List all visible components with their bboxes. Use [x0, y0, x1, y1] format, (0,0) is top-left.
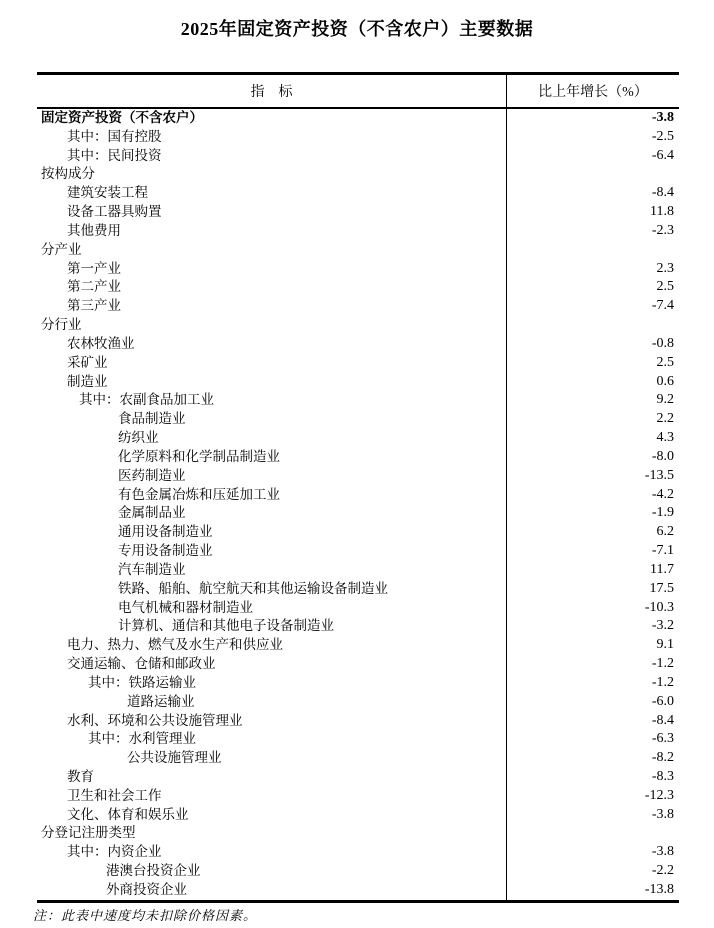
- table-row: [37, 693, 679, 712]
- indicator-cell: 第一产业: [37, 260, 507, 279]
- indicator-cell: 计算机、通信和其他电子设备制造业: [37, 617, 507, 636]
- indicator-cell: 通用设备制造业: [37, 523, 507, 542]
- table-row: [37, 467, 679, 486]
- table-row: [37, 617, 679, 636]
- table-row: [37, 448, 679, 467]
- indicator-cell: 建筑安装工程: [37, 184, 507, 203]
- growth-value-cell: -2.5: [651, 128, 674, 144]
- indicator-cell: 卫生和社会工作: [37, 787, 507, 806]
- indicator-cell: 制造业: [37, 373, 507, 392]
- indicator-cell: 汽车制造业: [37, 561, 507, 580]
- indicator-cell: 其中：国有控股: [37, 128, 507, 147]
- table-row: [37, 881, 679, 900]
- indicator-cell: 交通运输、仓储和邮政业: [37, 655, 507, 674]
- table-row: [37, 222, 679, 241]
- growth-value-cell: 2.3: [656, 260, 674, 276]
- indicator-cell: 采矿业: [37, 354, 507, 373]
- growth-value-cell: 4.3: [656, 430, 674, 446]
- growth-value-cell: 2.5: [656, 354, 674, 370]
- page-title: 2025年固定资产投资（不含农户）主要数据: [180, 19, 534, 39]
- indicator-cell: 农林牧渔业: [37, 335, 507, 354]
- table-row: [37, 429, 679, 448]
- growth-value-cell: -8.3: [651, 768, 674, 784]
- table-row: [37, 260, 679, 279]
- table-row: [37, 410, 679, 429]
- growth-value-cell: -8.4: [651, 185, 674, 201]
- table-row: [37, 542, 679, 561]
- growth-value-cell: 11.7: [650, 561, 674, 577]
- growth-value-cell: -4.2: [651, 486, 674, 502]
- growth-value-cell: -8.2: [651, 750, 674, 766]
- column-header-indicator: 指 标: [37, 75, 507, 107]
- growth-value-cell: -3.8: [651, 806, 674, 822]
- growth-value-cell: -6.3: [651, 731, 674, 747]
- table-row: [37, 504, 679, 523]
- column-header-growth: 比上年增长（%）: [538, 85, 648, 100]
- indicator-cell: 第三产业: [37, 297, 507, 316]
- table-row: [37, 523, 679, 542]
- data-table: [37, 72, 679, 903]
- table-row: [37, 636, 679, 655]
- growth-value-cell: -6.4: [651, 147, 674, 163]
- table-row: [37, 297, 679, 316]
- indicator-cell: 按构成分: [37, 165, 507, 184]
- indicator-cell: 文化、体育和娱乐业: [37, 806, 507, 825]
- growth-value-cell: [507, 316, 679, 335]
- table-header-row: [37, 75, 679, 109]
- table-row: [37, 316, 679, 335]
- growth-value-cell: -3.8: [651, 110, 674, 125]
- growth-value-cell: 0.6: [656, 373, 674, 389]
- table-row: [37, 787, 679, 806]
- growth-value-cell: -12.3: [644, 787, 674, 803]
- indicator-cell: 其中：民间投资: [37, 147, 507, 166]
- table-row: [37, 862, 679, 881]
- indicator-cell: 其中：铁路运输业: [37, 674, 507, 693]
- growth-value-cell: -3.8: [651, 844, 674, 860]
- indicator-cell: 设备工器具购置: [37, 203, 507, 222]
- table-row: [37, 109, 679, 128]
- table-row: [37, 730, 679, 749]
- growth-value-cell: [507, 824, 679, 843]
- growth-value-cell: 6.2: [656, 524, 674, 540]
- table-row: [37, 241, 679, 260]
- growth-value-cell: -3.2: [651, 618, 674, 634]
- indicator-cell: 分登记注册类型: [37, 824, 507, 843]
- table-row: [37, 561, 679, 580]
- indicator-cell: 其中：内资企业: [37, 843, 507, 862]
- growth-value-cell: 9.2: [656, 392, 674, 408]
- indicator-cell: 医药制造业: [37, 467, 507, 486]
- growth-value-cell: -0.8: [651, 335, 674, 351]
- indicator-cell: 水利、环境和公共设施管理业: [37, 712, 507, 731]
- growth-value-cell: [507, 241, 679, 260]
- growth-value-cell: -8.0: [651, 448, 674, 464]
- table-row: [37, 599, 679, 618]
- table-row: [37, 354, 679, 373]
- growth-value-cell: -2.2: [651, 863, 674, 879]
- indicator-cell: 铁路、船舶、航空航天和其他运输设备制造业: [37, 580, 507, 599]
- growth-value-cell: -8.4: [651, 712, 674, 728]
- growth-value-cell: -13.5: [644, 467, 674, 483]
- table-row: [37, 655, 679, 674]
- footnote: 注：此表中速度均未扣除价格因素。: [33, 908, 258, 923]
- table-row: [37, 184, 679, 203]
- growth-value-cell: -10.3: [644, 599, 674, 615]
- growth-value-cell: -1.2: [651, 656, 674, 672]
- table-body: [37, 109, 679, 900]
- growth-value-cell: 9.1: [656, 637, 674, 653]
- table-row: [37, 391, 679, 410]
- growth-value-cell: -7.4: [651, 298, 674, 314]
- table-row: [37, 580, 679, 599]
- table-row: [37, 768, 679, 787]
- growth-value-cell: -1.9: [651, 505, 674, 521]
- indicator-cell: 教育: [37, 768, 507, 787]
- indicator-cell: 固定资产投资（不含农户）: [37, 109, 507, 128]
- growth-value-cell: 2.5: [656, 279, 674, 295]
- table-row: [37, 128, 679, 147]
- indicator-cell: 其他费用: [37, 222, 507, 241]
- indicator-cell: 港澳台投资企业: [37, 862, 507, 881]
- growth-value-cell: -7.1: [651, 543, 674, 559]
- indicator-cell: 外商投资企业: [37, 881, 507, 900]
- indicator-cell: 专用设备制造业: [37, 542, 507, 561]
- growth-value-cell: -1.2: [651, 674, 674, 690]
- indicator-cell: 纺织业: [37, 429, 507, 448]
- table-row: [37, 373, 679, 392]
- table-row: [37, 486, 679, 505]
- table-row: [37, 674, 679, 693]
- growth-value-cell: [507, 165, 679, 184]
- indicator-cell: 分产业: [37, 241, 507, 260]
- growth-value-cell: 17.5: [649, 580, 674, 596]
- indicator-cell: 公共设施管理业: [37, 749, 507, 768]
- indicator-cell: 第二产业: [37, 278, 507, 297]
- indicator-cell: 化学原料和化学制品制造业: [37, 448, 507, 467]
- indicator-cell: 电气机械和器材制造业: [37, 599, 507, 618]
- table-row: [37, 335, 679, 354]
- indicator-cell: 有色金属冶炼和压延加工业: [37, 486, 507, 505]
- growth-value-cell: -6.0: [651, 693, 674, 709]
- table-row: [37, 278, 679, 297]
- indicator-cell: 分行业: [37, 316, 507, 335]
- growth-value-cell: -2.3: [651, 222, 674, 238]
- indicator-cell: 食品制造业: [37, 410, 507, 429]
- table-row: [37, 203, 679, 222]
- table-row: [37, 806, 679, 825]
- table-row: [37, 843, 679, 862]
- growth-value-cell: 2.2: [656, 411, 674, 427]
- indicator-cell: 道路运输业: [37, 693, 507, 712]
- table-row: [37, 147, 679, 166]
- indicator-cell: 电力、热力、燃气及水生产和供应业: [37, 636, 507, 655]
- table-row: [37, 824, 679, 843]
- table-row: [37, 749, 679, 768]
- indicator-cell: 其中：水利管理业: [37, 730, 507, 749]
- growth-value-cell: 11.8: [650, 204, 674, 220]
- indicator-cell: 其中：农副食品加工业: [37, 391, 507, 410]
- growth-value-cell: -13.8: [644, 881, 674, 897]
- table-row: [37, 712, 679, 731]
- indicator-cell: 金属制品业: [37, 504, 507, 523]
- table-row: [37, 165, 679, 184]
